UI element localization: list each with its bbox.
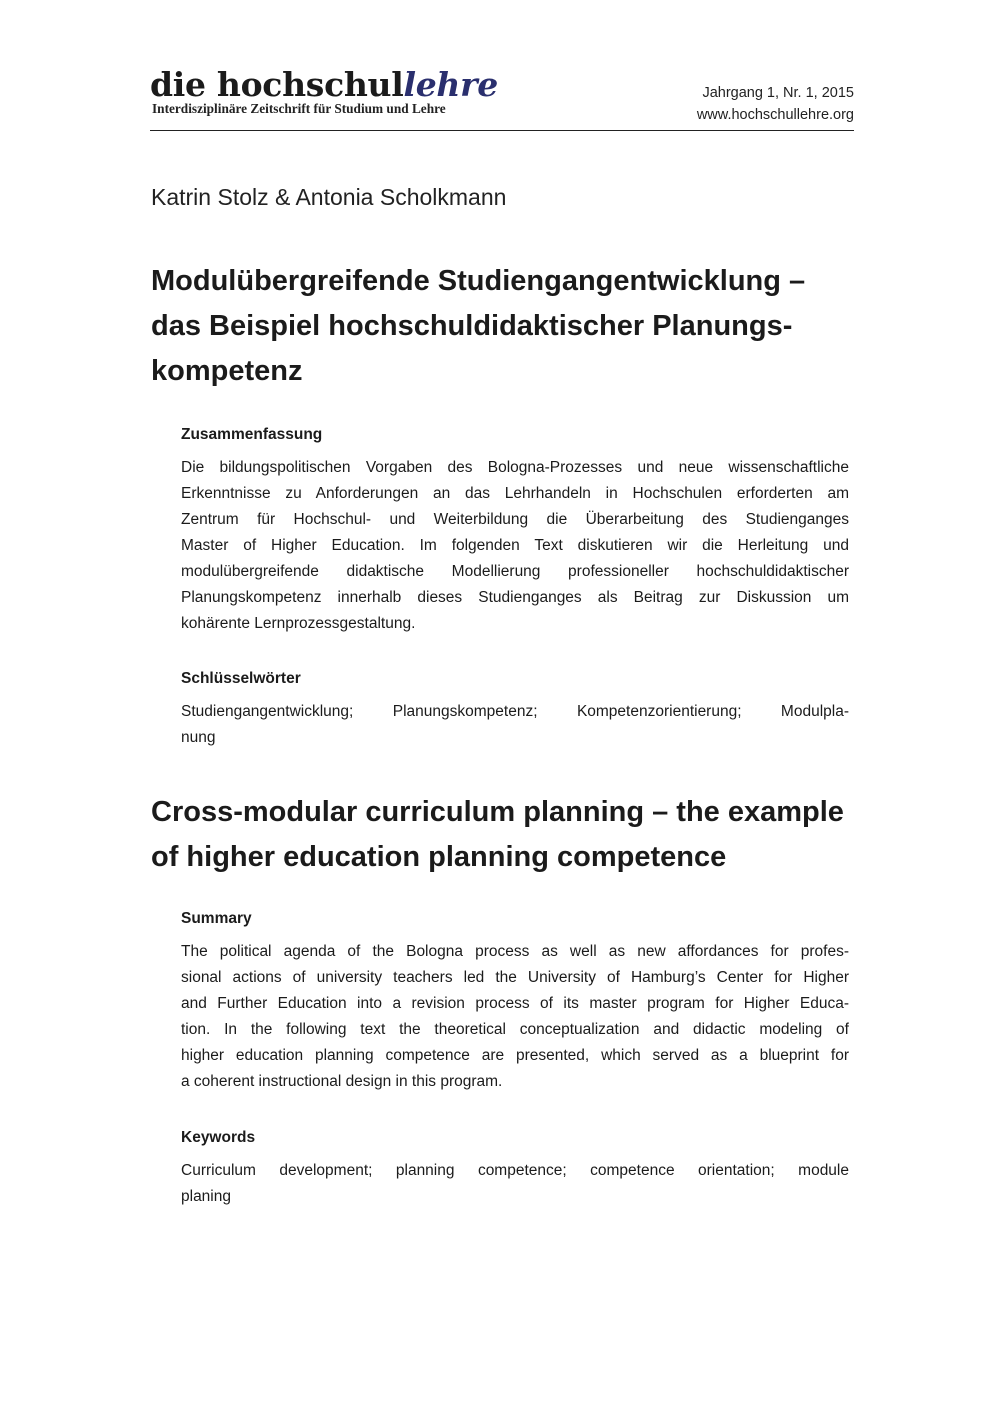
abstract-line: Die bildungspolitischen Vorgaben des Bologna-Prozesses und neue wissenschaftliche [181, 459, 849, 476]
abstract-line: modulübergreifende didaktische Modellierung professioneller hochschuldidaktischer [181, 563, 849, 580]
german-abstract [181, 455, 849, 637]
german-title-line: das Beispiel hochschuldidaktischer Planungs- [151, 310, 793, 342]
journal-tagline: Interdisziplinäre Zeitschrift für Studium und Lehre [152, 101, 446, 116]
german-title [151, 259, 805, 394]
english-title-line: Cross-modular curriculum planning – the example [151, 796, 844, 828]
keywords-line: nung [181, 729, 216, 746]
german-keywords [181, 699, 849, 751]
summary-line: sional actions of university teachers led the University of Hamburg’s Center for Higher [181, 969, 849, 986]
english-summary [181, 939, 849, 1095]
abstract-heading: Zusammenfassung [181, 426, 323, 443]
keywords-line: Curriculum development; planning competence; competence orientation; module [181, 1162, 849, 1179]
issue-number: Jahrgang 1, Nr. 1, 2015 [702, 85, 854, 101]
journal-name-main: die hochschul [150, 65, 404, 104]
english-keywords [181, 1158, 849, 1210]
abstract-line: Zentrum für Hochschul- und Weiterbildung die Überarbeitung des Studienganges [181, 511, 849, 528]
german-title-line: kompetenz [151, 355, 303, 387]
summary-line: and Further Education into a revision process of its master program for Higher Educa- [181, 995, 849, 1012]
english-keywords-heading: Keywords [181, 1129, 256, 1146]
abstract-line: Erkenntnisse zu Anforderungen an das Lehrhandeln in Hochschulen erforderten am [181, 485, 849, 502]
german-title-line: Modulübergreifende Studiengangentwicklung – [151, 265, 806, 297]
abstract-line: Planungskompetenz innerhalb dieses Studienganges als Beitrag zur Diskussion um [181, 589, 849, 606]
english-title [151, 790, 844, 880]
journal-website: www.hochschullehre.org [696, 107, 854, 123]
summary-line: The political agenda of the Bologna process as well as new affordances for profes- [181, 943, 849, 960]
summary-line: higher education planning competence are presented, which served as a blueprint for [181, 1047, 849, 1064]
abstract-line: kohärente Lernprozessgestaltung. [181, 615, 416, 632]
issue-info [697, 82, 854, 126]
abstract-line: Master of Higher Education. Im folgenden Text diskutieren wir die Herleitung und [181, 537, 849, 554]
summary-line: a coherent instructional design in this program. [181, 1073, 503, 1090]
journal-header [150, 66, 854, 131]
summary-line: tion. In the following text the theoretical conceptualization and didactic modeling of [181, 1021, 849, 1038]
authors: Katrin Stolz & Antonia Scholkmann [151, 184, 507, 210]
summary-heading: Summary [181, 910, 252, 927]
german-keywords-heading: Schlüsselwörter [181, 670, 301, 687]
journal-name-accent: lehre [403, 65, 498, 104]
english-title-line: of higher education planning competence [151, 841, 727, 873]
journal-logo [150, 66, 498, 104]
keywords-line: Studiengangentwicklung; Planungskompetenz; Kompetenzorientierung; Modulpla- [181, 703, 849, 720]
keywords-line: planing [181, 1188, 231, 1205]
